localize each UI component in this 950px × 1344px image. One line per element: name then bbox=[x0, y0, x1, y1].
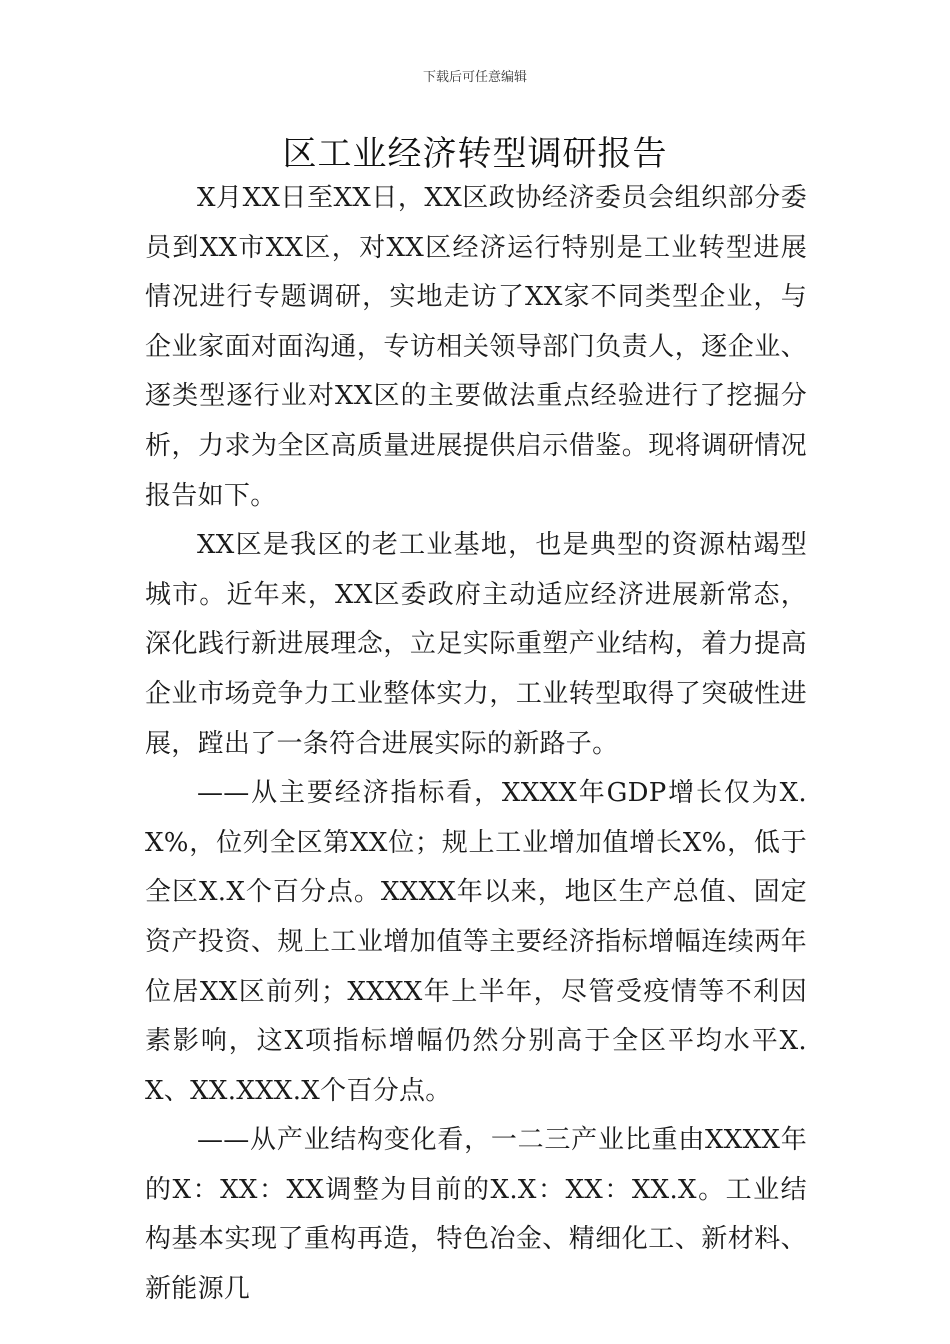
paragraph-background: XX区是我区的老工业基地，也是典型的资源枯竭型城市。近年来，XX区委政府主动适应经济进展新常态，深化践行新进展理念，立足实际重塑产业结构，着力提高企业市场竞争力工业整体实力，工业转型取得了突破性进展，蹚出了一条符合进展实际的新路子。 bbox=[145, 530, 807, 759]
document-title: 区工业经济转型调研报告 bbox=[282, 134, 668, 174]
document-body bbox=[145, 174, 807, 1315]
paragraph-structure: ——从产业结构变化看，一二三产业比重由XXXX年的X：XX：XX调整为目前的X.X：XX：XX.X。工业结构基本实现了重构再造，特色冶金、精细化工、新材料、新能源几 bbox=[145, 1125, 807, 1305]
paragraph-intro: X月XX日至XX日，XX区政协经济委员会组织部分委员到XX市XX区，对XX区经济运行特别是工业转型进展情况进行专题调研，实地走访了XX家不同类型企业，与企业家面对面沟通，专访相关领导部门负责人，逐企业、逐类型逐行业对XX区的主要做法重点经验进行了挖掘分析，力求为全区高质量进展提供启示借鉴。现将调研情况报告如下。 bbox=[145, 183, 807, 511]
header-note: 下载后可任意编辑 bbox=[422, 70, 527, 85]
paragraph-indicators: ——从主要经济指标看，XXXX年GDP增长仅为X.X%，位列全区第XX位；规上工业增加值增长X%，低于全区X.X个百分点。XXXX年以来，地区生产总值、固定资产投资、规上工业增加值等主要经济指标增幅连续两年位居XX区前列；XXXX年上半年，尽管受疫情等不利因素影响，这X项指标增幅仍然分别高于全区平均水平X.X、XX.XXX.X个百分点。 bbox=[145, 778, 807, 1106]
